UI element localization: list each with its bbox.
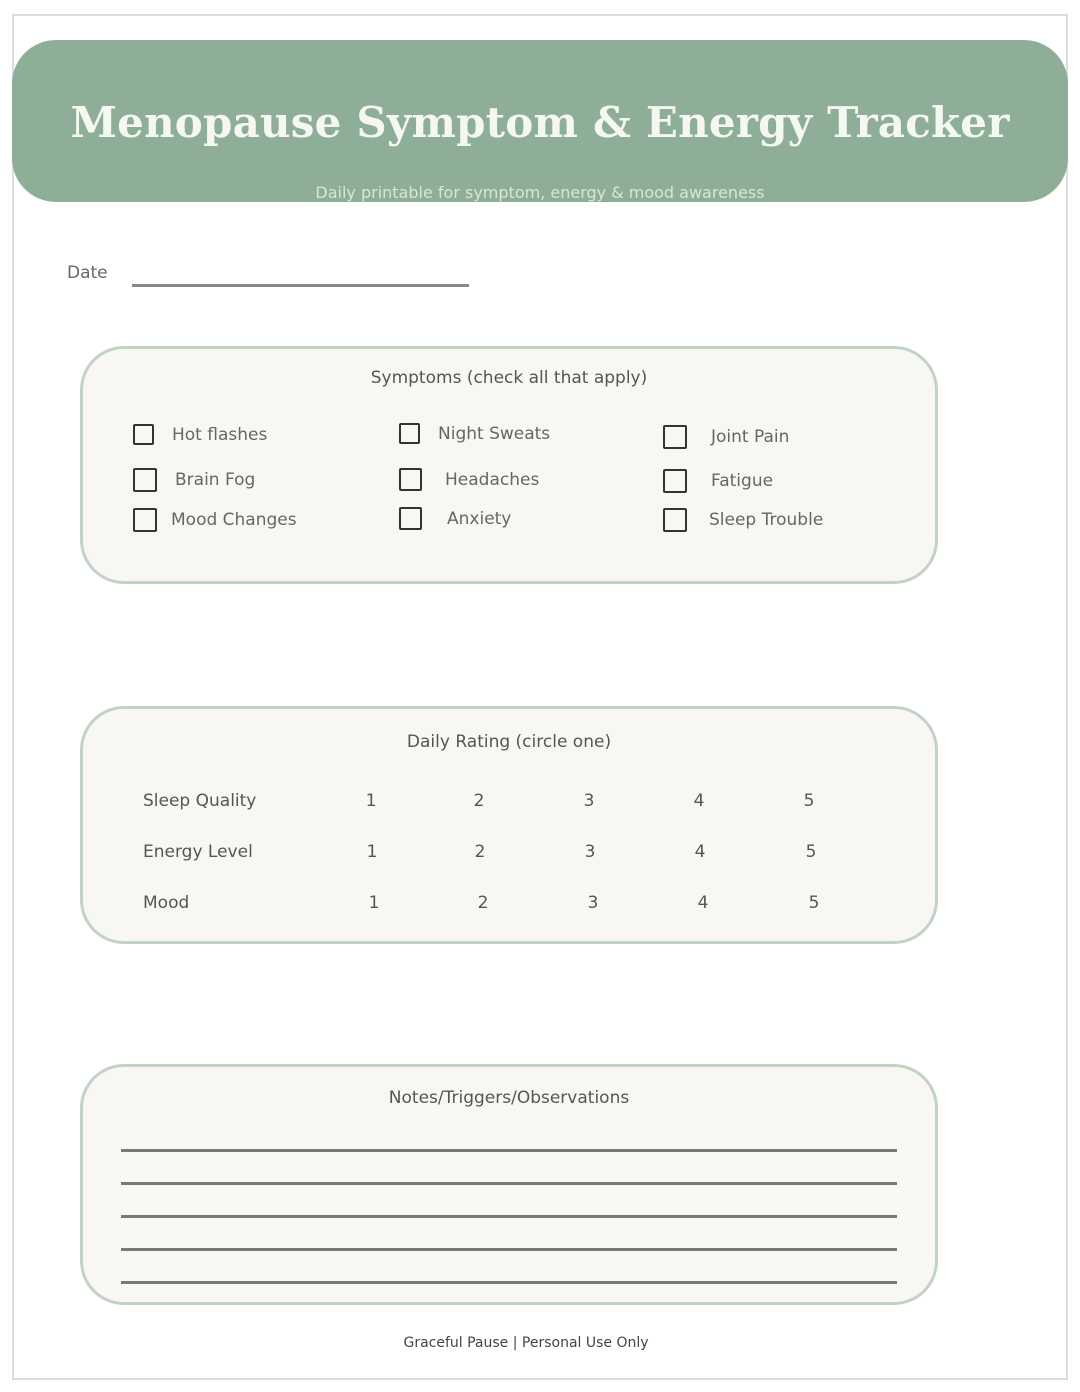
symptom-label: Sleep Trouble [709, 510, 824, 530]
rating-title: Daily Rating (circle one) [406, 732, 612, 752]
rating-option[interactable]: 4 [697, 893, 709, 913]
symptom-label: Headaches [445, 469, 540, 490]
rating-option[interactable]: 4 [694, 842, 706, 862]
checkbox[interactable] [399, 468, 422, 491]
symptom-mood-changes[interactable] [133, 508, 297, 532]
note-line[interactable] [121, 1182, 897, 1185]
checkbox[interactable] [133, 508, 157, 532]
notes-title: Notes/Triggers/Observations [388, 1088, 630, 1108]
rating-option[interactable]: 2 [477, 893, 489, 913]
rating-label-mood: Mood [143, 893, 190, 913]
checkbox[interactable] [663, 425, 687, 449]
symptom-fatigue[interactable] [663, 469, 773, 493]
date-label: Date [67, 263, 108, 283]
note-line[interactable] [121, 1149, 897, 1152]
rating-option[interactable]: 5 [808, 893, 820, 913]
rating-option[interactable]: 3 [587, 893, 599, 913]
symptoms-title: Symptoms (check all that apply) [370, 368, 648, 388]
rating-option[interactable]: 2 [474, 842, 486, 862]
date-input-line[interactable] [132, 284, 469, 287]
rating-label-energy-level: Energy Level [143, 842, 253, 862]
rating-option[interactable]: 3 [584, 842, 596, 862]
symptom-night-sweats[interactable] [399, 423, 550, 444]
rating-option[interactable]: 4 [693, 791, 705, 811]
symptom-anxiety[interactable] [399, 507, 511, 530]
checkbox[interactable] [133, 424, 154, 445]
header-banner [12, 40, 1068, 202]
page-title: Menopause Symptom & Energy Tracker [70, 98, 1010, 147]
symptom-joint-pain[interactable] [663, 425, 789, 449]
note-line[interactable] [121, 1248, 897, 1251]
symptom-label: Mood Changes [171, 510, 297, 530]
symptom-label: Fatigue [711, 471, 774, 491]
rating-option[interactable]: 1 [368, 893, 380, 913]
symptom-label: Night Sweats [438, 423, 551, 444]
symptom-hot-flashes[interactable] [133, 424, 267, 445]
page-subtitle: Daily printable for symptom, energy & mood awareness [315, 183, 765, 202]
note-line[interactable] [121, 1215, 897, 1218]
symptom-label: Brain Fog [175, 470, 256, 490]
symptom-sleep-trouble[interactable] [663, 508, 823, 532]
symptom-label: Anxiety [447, 508, 512, 529]
checkbox[interactable] [133, 468, 157, 492]
symptoms-card [80, 346, 938, 584]
rating-label-sleep-quality: Sleep Quality [143, 791, 257, 811]
symptom-label: Joint Pain [711, 427, 790, 447]
rating-option[interactable]: 3 [583, 791, 595, 811]
symptom-brain-fog[interactable] [133, 468, 255, 492]
footer-text: Graceful Pause | Personal Use Only [403, 1335, 649, 1351]
checkbox[interactable] [399, 507, 422, 530]
rating-option[interactable]: 5 [803, 791, 815, 811]
daily-rating-card [80, 706, 938, 944]
checkbox[interactable] [663, 508, 687, 532]
note-line[interactable] [121, 1281, 897, 1284]
rating-option[interactable]: 1 [366, 842, 378, 862]
rating-option[interactable]: 2 [473, 791, 485, 811]
checkbox[interactable] [399, 423, 420, 444]
rating-option[interactable]: 5 [805, 842, 817, 862]
rating-option[interactable]: 1 [365, 791, 377, 811]
notes-card [80, 1064, 938, 1305]
symptom-headaches[interactable] [399, 468, 539, 491]
symptom-label: Hot flashes [172, 424, 268, 445]
checkbox[interactable] [663, 469, 687, 493]
